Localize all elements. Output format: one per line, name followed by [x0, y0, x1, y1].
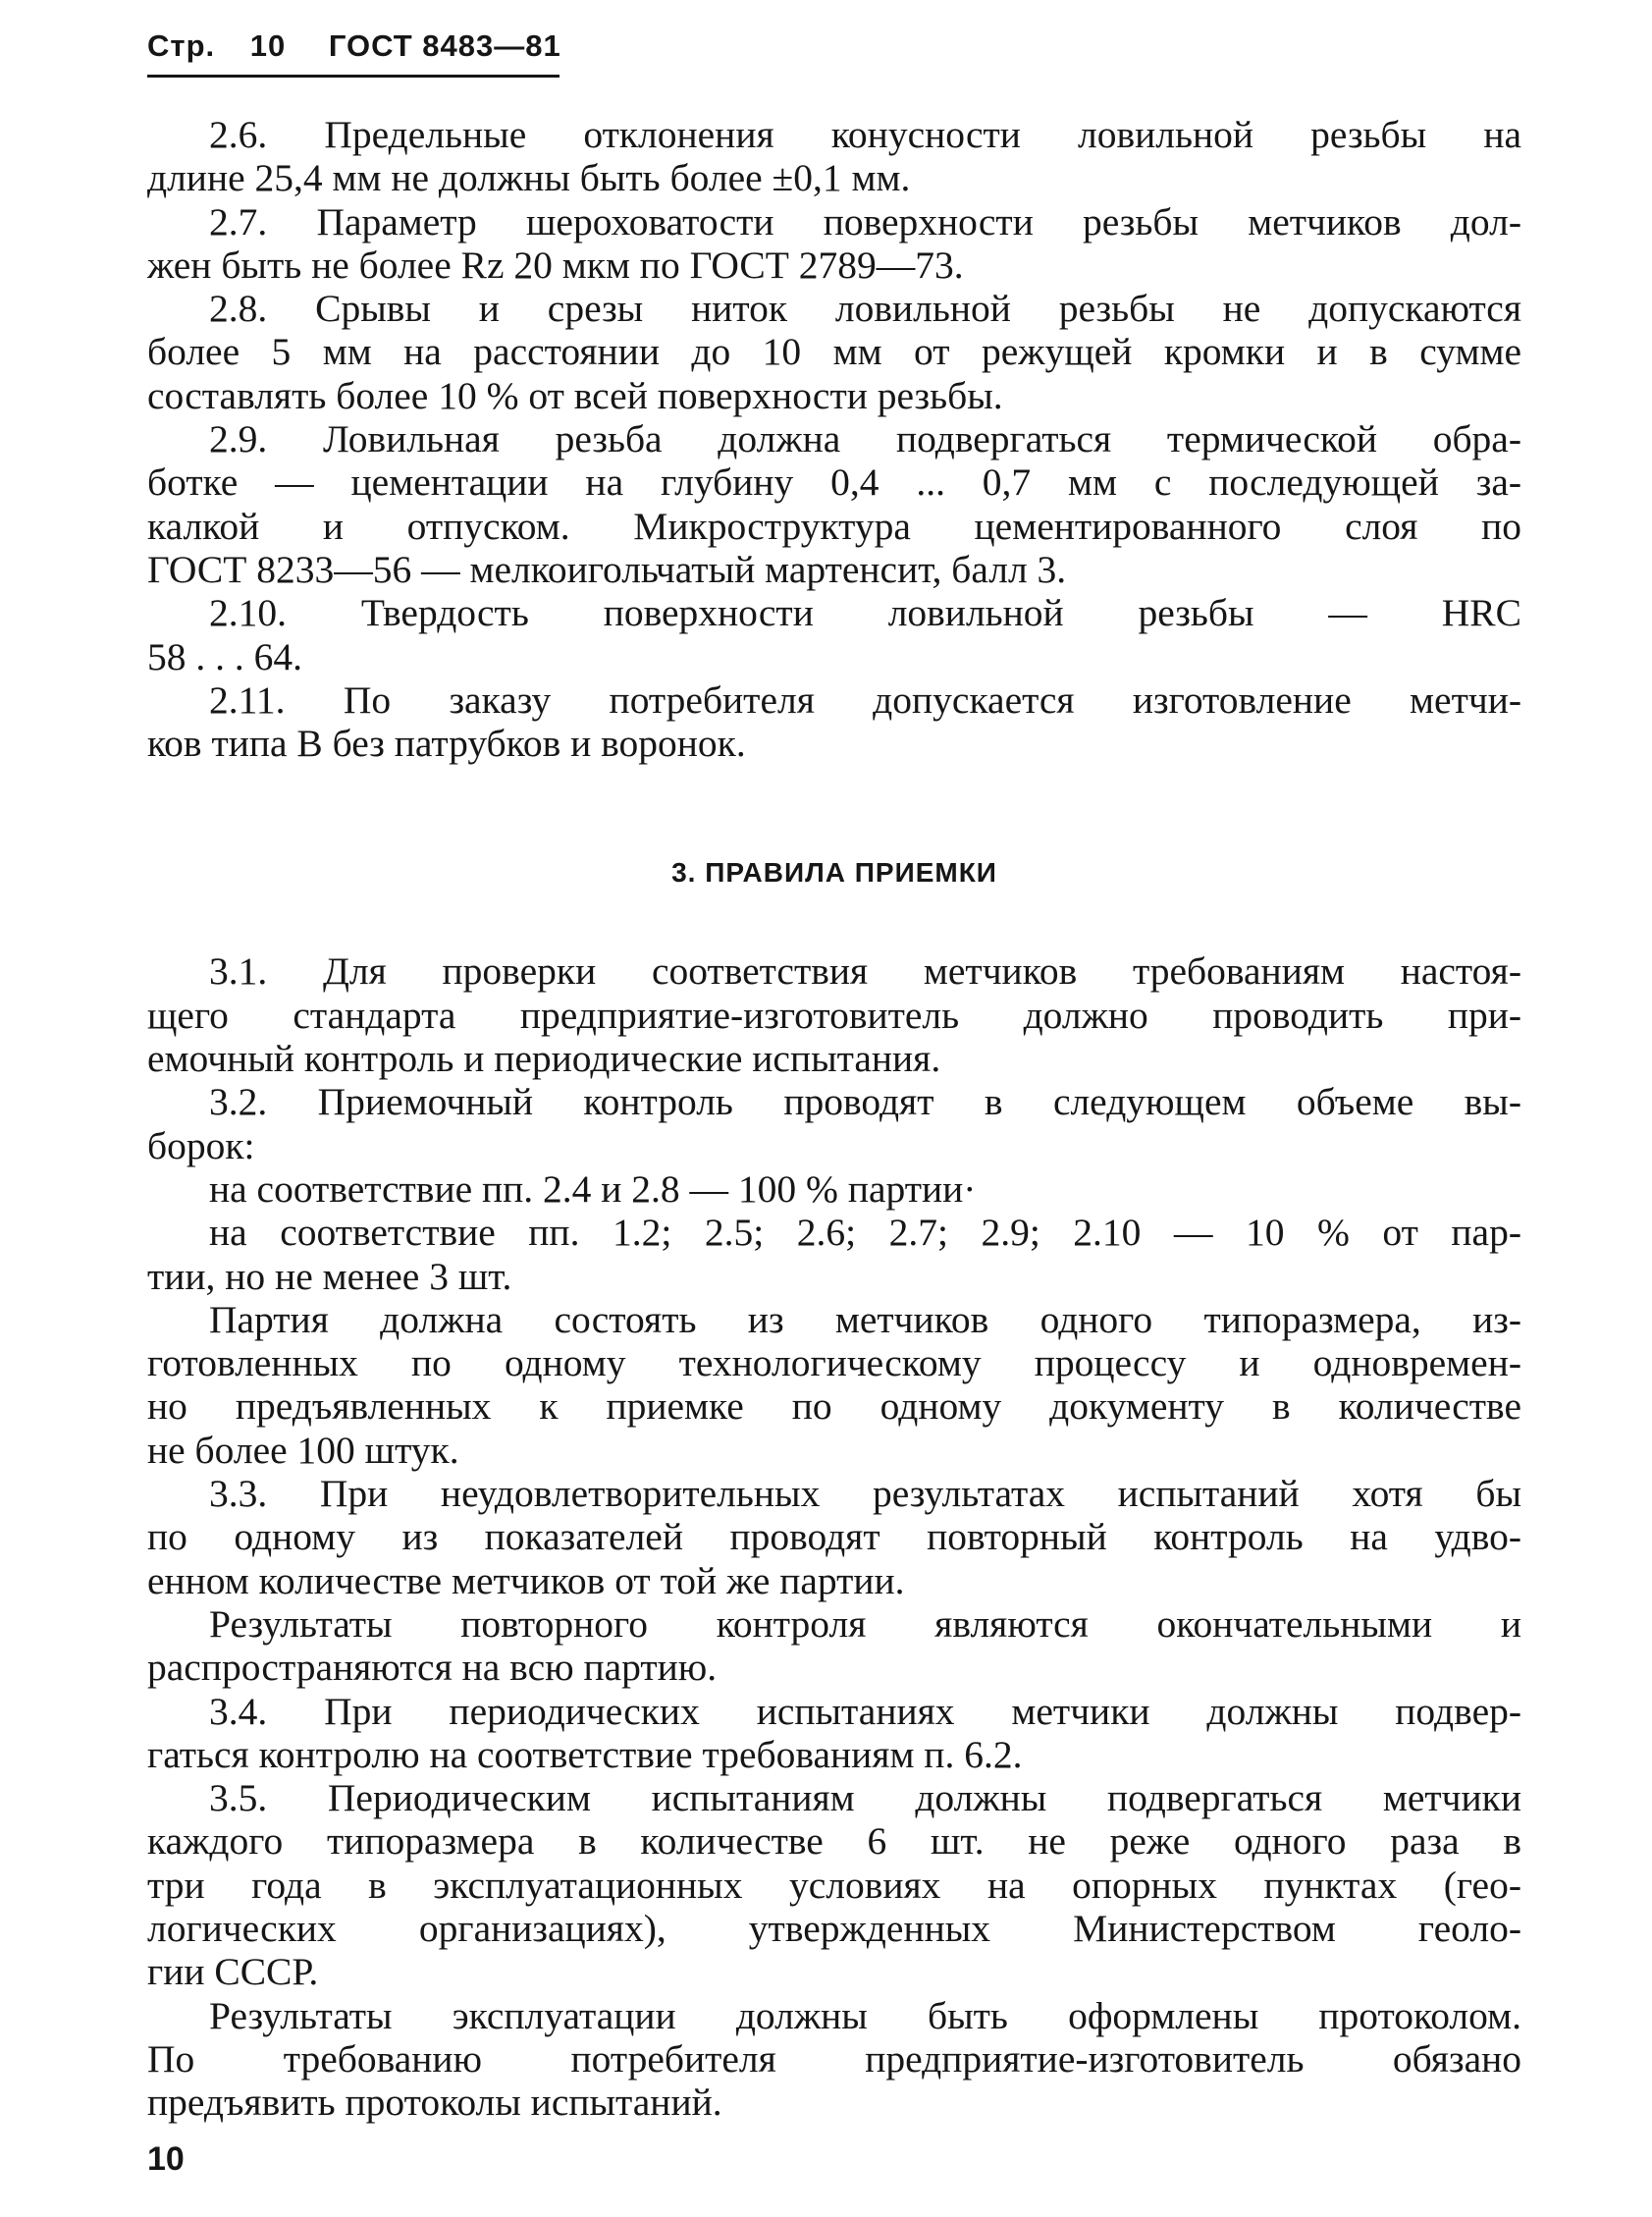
- text-line: ГОСТ 8233—56 — мелкоигольчатый мартенсит, балл 3.: [147, 547, 1067, 591]
- text-line: каждого типоразмера в количестве 6 шт. не реже одного раза в: [147, 1819, 1521, 1864]
- standard-designation: ГОСТ 8483—81: [328, 28, 561, 63]
- text-line: 58 . . . 64.: [147, 634, 302, 678]
- text-line: енном количестве метчиков от той же партии.: [147, 1558, 905, 1602]
- text-line: но предъявленных к приемке по одному документу в количестве: [147, 1384, 1521, 1429]
- text-line: 3.4. При периодических испытаниях метчики должны подвер-: [209, 1689, 1521, 1733]
- paragraph: [147, 1690, 1521, 1777]
- section-3-title: 3. ПРАВИЛА ПРИЕМКИ: [671, 857, 997, 889]
- text-line: на соответствие пп. 1.2; 2.5; 2.6; 2.7; 2.9; 2.10 — 10 % от пар-: [209, 1211, 1521, 1255]
- text-line: калкой и отпуском. Микроструктура цементированного слоя по: [147, 504, 1521, 548]
- paragraph: [147, 200, 1521, 288]
- text-line: распространяются на всю партию.: [147, 1646, 718, 1690]
- text-line: 2.10. Твердость поверхности ловильной резьбы — HRC: [209, 591, 1521, 635]
- paragraph: [147, 1776, 1521, 1993]
- text-line: гии СССР.: [147, 1950, 319, 1994]
- paragraph: [147, 287, 1521, 417]
- header-page-number: 10: [249, 28, 287, 63]
- text-line: 3.1. Для проверки соответствия метчиков требованиям настоя-: [209, 949, 1521, 994]
- text-line: 3.2. Приемочный контроль проводят в следующем объеме вы-: [209, 1080, 1521, 1124]
- text-line: Результаты эксплуатации должны быть оформлены протоколом.: [209, 1993, 1521, 2037]
- text-line: логических организациях), утвержденных Министерством геоло-: [147, 1906, 1521, 1950]
- paragraph: [147, 1080, 1521, 1167]
- paragraph: [147, 1602, 1521, 1690]
- document-page: [147, 27, 1521, 2124]
- text-line: 2.9. Ловильная резьба должна подвергаться термической обра-: [209, 417, 1521, 461]
- page-label: Стр.: [147, 28, 216, 63]
- text-line: не более 100 штук.: [147, 1428, 459, 1472]
- paragraph: [147, 1298, 1521, 1472]
- paragraph: [147, 1994, 1521, 2125]
- text-line: длине 25,4 мм не должны быть более ±0,1 мм.: [147, 156, 911, 200]
- text-line: борок:: [147, 1123, 255, 1167]
- text-line: ков типа В без патрубков и воронок.: [147, 722, 746, 766]
- text-line: емочный контроль и периодические испытания.: [147, 1037, 941, 1081]
- text-line: 2.8. Срывы и срезы ниток ловильной резьбы не допускаются: [209, 287, 1521, 331]
- text-line: ботке — цементации на глубину 0,4 ... 0,7 мм с последующей за-: [147, 460, 1521, 505]
- paragraph: [147, 1167, 1521, 1211]
- running-header: [147, 27, 1521, 65]
- text-line: щего стандарта предприятие-изготовитель должно проводить при-: [147, 993, 1521, 1037]
- paragraph: [147, 678, 1521, 766]
- text-line: По требованию потребителя предприятие-изготовитель обязано: [147, 2036, 1521, 2081]
- text-line: на соответствие пп. 2.4 и 2.8 — 100 % партии·: [209, 1166, 977, 1211]
- text-line: три года в эксплуатационных условиях на опорных пунктах (гео-: [147, 1863, 1521, 1907]
- paragraph: [147, 113, 1521, 200]
- text-line: 2.6. Предельные отклонения конусности ловильной резьбы на: [209, 113, 1521, 156]
- paragraph: [147, 1472, 1521, 1602]
- paragraph: [147, 1211, 1521, 1298]
- paragraph: [147, 591, 1521, 678]
- text-line: составлять более 10 % от всей поверхности резьбы.: [147, 373, 1003, 417]
- text-line: Результаты повторного контроля являются окончательными и: [209, 1601, 1521, 1646]
- page-number: 10: [147, 2140, 185, 2178]
- text-line: гаться контролю на соответствие требованиям п. 6.2.: [147, 1732, 1023, 1776]
- text-line: тии, но не менее 3 шт.: [147, 1254, 512, 1298]
- text-line: 3.3. При неудовлетворительных результатах испытаний хотя бы: [209, 1472, 1521, 1516]
- paragraph: [147, 417, 1521, 591]
- text-line: 2.11. По заказу потребителя допускается изготовление метчи-: [209, 677, 1521, 722]
- text-line: 2.7. Параметр шероховатости поверхности резьбы метчиков дол-: [209, 199, 1521, 243]
- header-rule: [147, 75, 560, 78]
- text-line: более 5 мм на расстоянии до 10 мм от режущей кромки и в сумме: [147, 330, 1521, 374]
- paragraph: [147, 949, 1521, 1080]
- text-line: готовленных по одному технологическому процессу и одновремен-: [147, 1341, 1521, 1385]
- text-line: жен быть не более Rz 20 мкм по ГОСТ 2789—73.: [147, 243, 964, 287]
- section-2-body: [147, 113, 1521, 765]
- text-line: по одному из показателей проводят повторный контроль на удво-: [147, 1515, 1521, 1559]
- text-line: 3.5. Периодическим испытаниям должны подвергаться метчики: [209, 1776, 1521, 1820]
- section-3-body: [147, 949, 1521, 2124]
- text-line: Партия должна состоять из метчиков одного типоразмера, из-: [209, 1297, 1521, 1341]
- text-line: предъявить протоколы испытаний.: [147, 2081, 722, 2125]
